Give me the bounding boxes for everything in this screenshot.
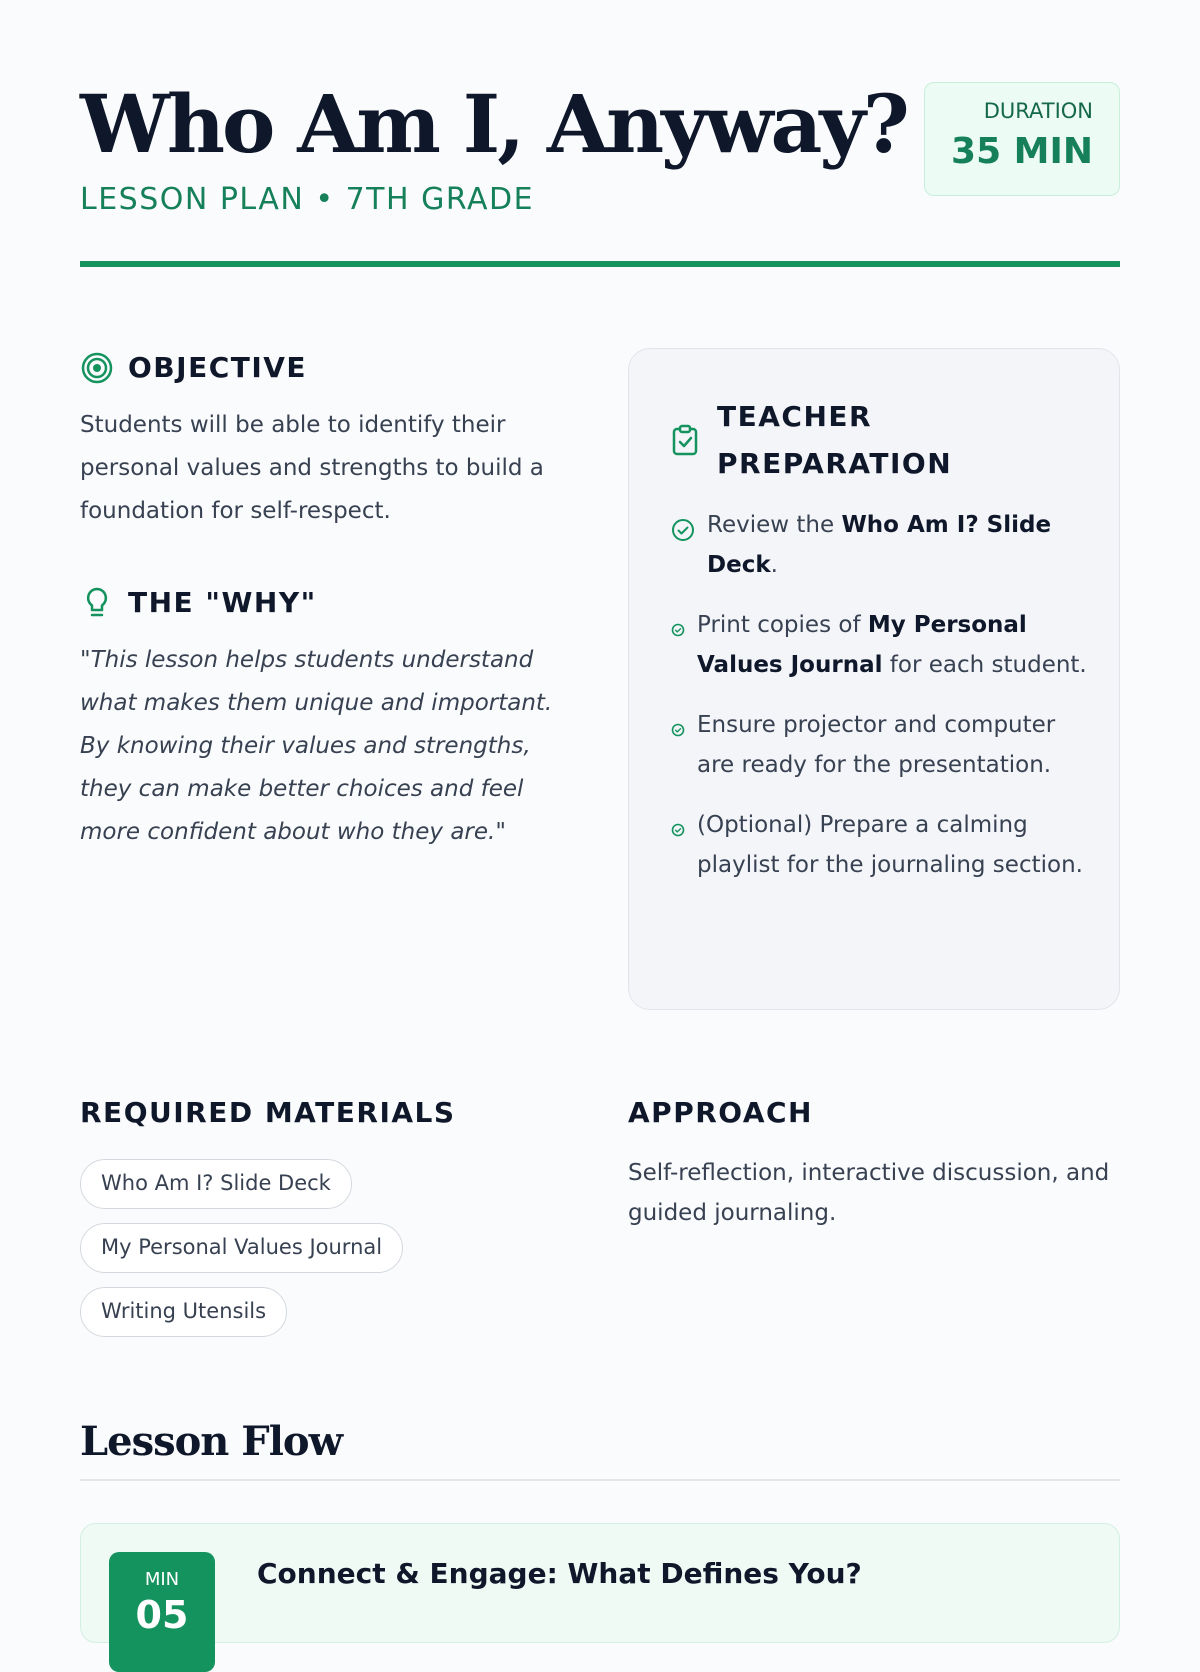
prep-item bbox=[671, 805, 1089, 885]
clipboard-check-icon bbox=[671, 423, 701, 457]
material-tag: Who Am I? Slide Deck bbox=[80, 1159, 352, 1209]
check-circle-icon bbox=[671, 715, 685, 785]
header-divider bbox=[80, 261, 1120, 267]
prep-item-text: Print copies of My Personal Values Journal for each student. bbox=[697, 612, 1087, 678]
lightbulb-icon bbox=[80, 586, 114, 620]
prep-list bbox=[671, 505, 1089, 885]
lesson-step-title: Connect & Engage: What Defines You? bbox=[257, 1557, 862, 1590]
check-circle-icon bbox=[671, 615, 685, 685]
materials-heading: REQUIRED MATERIALS bbox=[80, 1096, 456, 1129]
lesson-flow-divider bbox=[80, 1479, 1120, 1481]
prep-item-text: Review the Who Am I? Slide Deck. bbox=[707, 512, 1052, 578]
lesson-step-card bbox=[80, 1523, 1120, 1643]
required-materials bbox=[80, 1095, 580, 1351]
objective-heading-label: OBJECTIVE bbox=[128, 351, 308, 384]
approach-section bbox=[628, 1095, 1120, 1233]
materials-list bbox=[80, 1159, 580, 1337]
objective-text: Students will be able to identify their personal values and strengths to build a foundation for self-respect. bbox=[80, 412, 544, 524]
minutes-label: MIN bbox=[144, 1569, 180, 1590]
prep-item bbox=[671, 505, 1089, 585]
approach-heading: APPROACH bbox=[628, 1096, 813, 1129]
prep-item-text: Ensure projector and computer are ready for the presentation. bbox=[697, 712, 1056, 778]
prep-item bbox=[671, 605, 1089, 685]
material-tag: Writing Utensils bbox=[80, 1287, 287, 1337]
lesson-header bbox=[80, 78, 1120, 268]
check-circle-icon bbox=[671, 815, 685, 885]
approach-text: Self-reflection, interactive discussion, and guided journaling. bbox=[628, 1160, 1110, 1226]
minutes-value: 05 bbox=[135, 1593, 189, 1637]
page-subtitle: LESSON PLAN • 7TH GRADE bbox=[80, 182, 535, 217]
prep-heading bbox=[671, 393, 1089, 487]
duration-badge bbox=[924, 82, 1120, 196]
check-circle-icon bbox=[671, 515, 695, 585]
material-tag: My Personal Values Journal bbox=[80, 1223, 403, 1273]
lesson-flow-title: Lesson Flow bbox=[80, 1418, 343, 1465]
prep-item-text: (Optional) Prepare a calming playlist for the journaling section. bbox=[697, 812, 1083, 878]
why-heading-label: THE "WHY" bbox=[128, 586, 317, 619]
objective-heading bbox=[80, 350, 580, 386]
prep-item bbox=[671, 705, 1089, 785]
why-heading bbox=[80, 585, 580, 621]
left-column bbox=[80, 350, 580, 854]
duration-value: 35 MIN bbox=[951, 131, 1093, 172]
prep-heading-label: TEACHER PREPARATION bbox=[717, 400, 953, 480]
why-quote: "This lesson helps students understand what makes them unique and important. By knowing their values and strengths, they can make better choices and feel more confident about who they are." bbox=[80, 647, 553, 845]
minutes-badge bbox=[109, 1552, 215, 1672]
duration-label: DURATION bbox=[983, 99, 1093, 123]
target-icon bbox=[80, 351, 114, 385]
teacher-preparation-card bbox=[628, 348, 1120, 1010]
page-title: Who Am I, Anyway? bbox=[80, 77, 907, 171]
